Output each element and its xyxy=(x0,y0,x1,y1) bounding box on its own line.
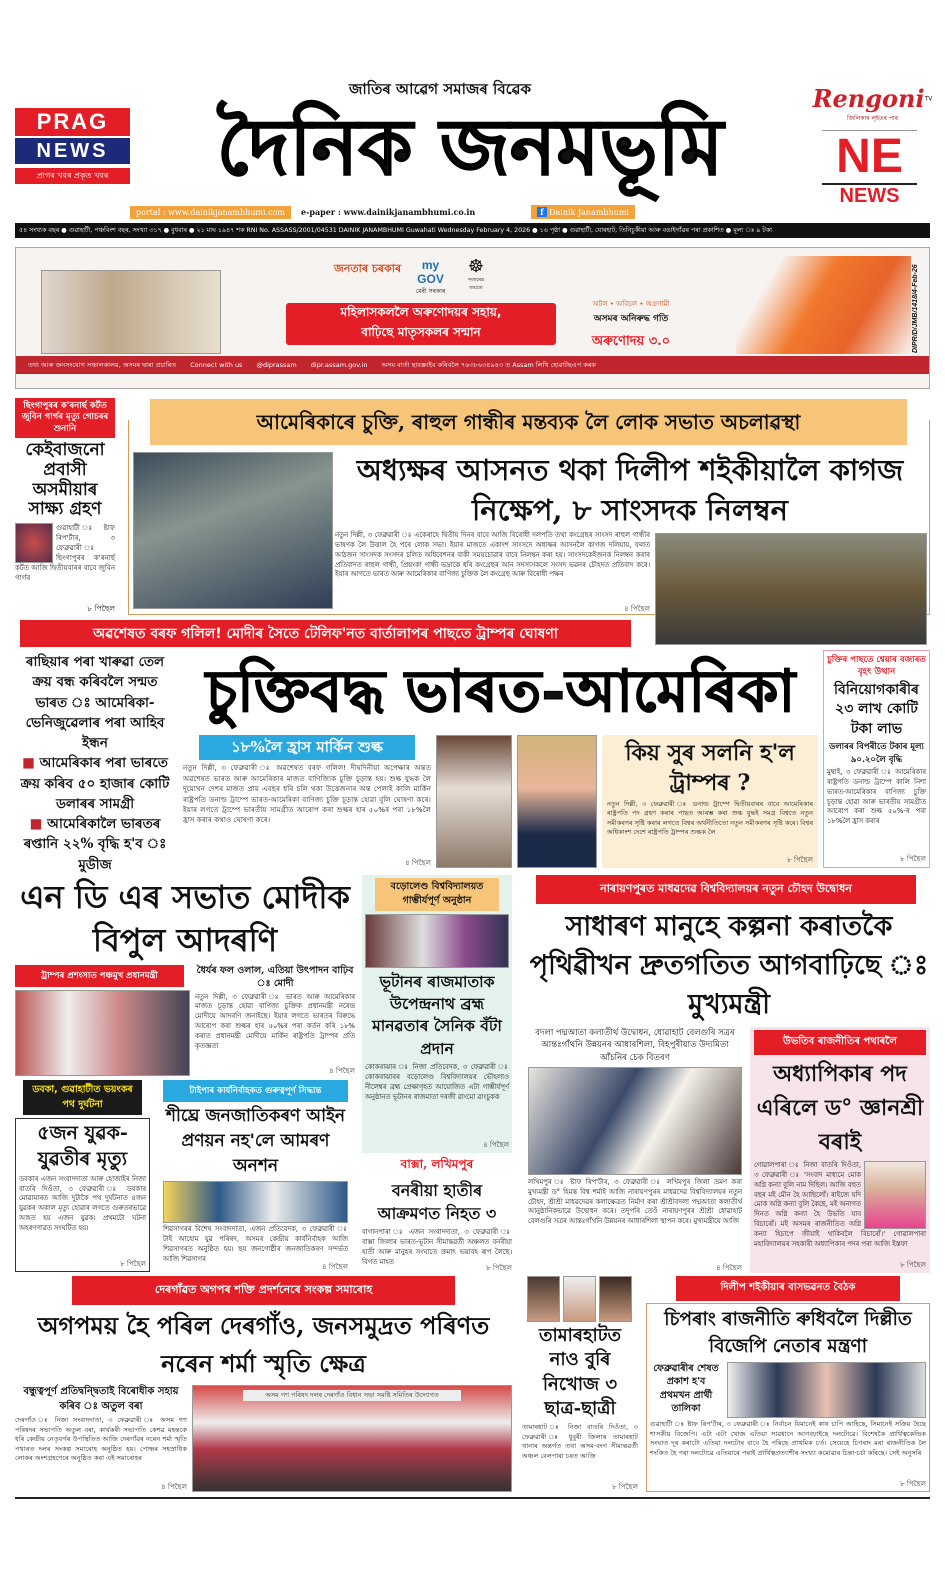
rengoni-slogan: জিলিকাৰ লৃইতৰ পাৰ xyxy=(846,115,899,122)
ad-footer-connect: Connect with us xyxy=(190,361,243,369)
nda-text: নতুন দিল্লী, ৩ ফেব্ৰুৱাৰী ঃ ভাৰত আৰু আমেৰিকাৰ মাজত চূড়ান্ত হোৱা বাণিজ্য চুক্তিক প্ৰধানমন্ত্ৰী নৰেন্দ্ৰ মোদীয়ে আদৰণি জনাইছে। ইয়াৰ লগতে ভাৰতৰ বিৰুদ্ধে আৰোপ কৰা শুল্কৰ হাৰ ৫০%ৰ পৰা কৰ্তন কৰি ১৮% কৰাত প্ৰধানমন্ত্ৰী মোদীয়ে মাৰ্কিন ৰাষ্ট্ৰপতি ট্ৰাম্পৰ প্ৰতি কৃতজ্ঞতা xyxy=(195,992,355,1050)
market-body xyxy=(827,768,926,852)
ad-side-code: DIPR/D/JMB/1418/4-Feb-26 xyxy=(912,264,919,353)
deal-body xyxy=(183,763,431,855)
portal-bar xyxy=(130,204,635,220)
prag-logo-line1: PRAG xyxy=(15,108,130,136)
missing-text: তামাৰহাট ঃ নিজা বাতৰি দিওঁতা, ৩ ফেব্ৰুৱাৰী ঃ ধুবুৰী জিলাৰ তামাৰহাট থানাৰ অন্তৰ্গত তথা অসম-বংগ সীমান্তৱৰ্তী অঞ্চল বেলপাৰা চৰত আজি xyxy=(522,1423,638,1460)
continued-link[interactable]: ৪ পিছৈল xyxy=(161,1483,187,1491)
chabua-label: দিলীপ শইকীয়াৰ বাসভৱনত বৈঠক xyxy=(676,1276,900,1301)
singapore-text: গুৱাহাটী ঃ ষ্টাফ ৰিপ'ৰ্টাৰ, ৩ ফেব্ৰুৱাৰী ঃ ছিংগাপুৰৰ ক'ৰনাৰ্ছ কৰ্টত আজি দ্বিতীয়বাৰৰ বাবে জুবিন গাৰ্গৰ xyxy=(15,523,115,583)
dateline: ৫৪ সংখ্যক বছৰ ● গুৱাহাটী, পঞ্চবিংশ বছৰ, সংখ্যা ৩১৭ ● বুধবাৰ ● ২১ মাঘ ১৯৪৭ শক RNI No. ASSASS/2001/04531 DAINIK JANAMBHUMI Guwahati Wednesday February 4, 2026 ● ১৬ পৃষ্ঠা ● গুৱাহাটী, যোৰহাট, তিনিচুকীয়া আৰু বঙাইগাঁৱৰ পৰা প্ৰকাশিত ● মূল্য ঃ ৯ টকা xyxy=(15,223,930,238)
students-photo-3 xyxy=(599,1276,632,1322)
madhabdev-text: লখিমপুৰ ঃ ষ্টাফ ৰিপ'ৰ্টাৰ, ৩ ফেব্ৰুৱাৰী ঃ লখিমপুৰ জিলা ভ্ৰমণ কৰা মুখ্যমন্ত্ৰী ড° হিমন্ত বিশ্ব শৰ্মাই আজি নাৰায়ণপুৰৰ মাধৱদেৱ বিশ্ববিদ্যালয়ৰ নতুন চৌহদ, শ্ৰীশ্ৰী মাধৱদেৱৰ কলাক্ষেত্ৰত নিৰ্মাণ কৰা শ্ৰীশ্ৰীবদলা পদ্মআতা কলাতীৰ্থ আনুষ্ঠানিকভাৱে উদ্বোধন কৰে। তদুপৰি তেওঁ নাৰায়ণপুৰৰ শ্ৰীশ্ৰী ধোৱাহাট বেলগুৰি সত্ৰৰ আন্তঃগাঁথনি উন্নয়নৰ আধাৰশিলা স্থাপন কৰে। মুখ্যমন্ত্ৰীয়ে আজি xyxy=(528,1177,742,1226)
parliament-photo xyxy=(655,533,927,645)
ad-janatar-logo: জনতাৰ চৰকাৰ xyxy=(334,262,402,275)
ad-social-handle[interactable]: @diprassam xyxy=(256,361,297,369)
madhabdev-photo xyxy=(528,1067,742,1175)
elephant-label: বাক্সা, লখিমপুৰ xyxy=(400,1156,474,1171)
deal-banner: অৱশেষত বৰফ গলিল! মোদীৰ সৈতে টেলিফ'নত বাৰ্তালাপৰ পাছতে ট্ৰাম্পৰ ঘোষণা xyxy=(20,620,631,647)
masthead-title: দৈনিক জনমভূমি xyxy=(216,102,724,193)
nda-text-column xyxy=(195,965,355,1076)
nda-story xyxy=(15,876,355,1076)
continued-link[interactable]: ৪ পিছৈল xyxy=(322,1263,348,1271)
singapore-story xyxy=(15,398,115,614)
madhabdev-lower-row xyxy=(528,1027,930,1273)
madhabdev-story xyxy=(528,875,930,1273)
prag-news-logo xyxy=(15,108,130,186)
madhabdev-text-column xyxy=(528,1027,742,1273)
ad-footer xyxy=(16,356,929,374)
advertisement[interactable] xyxy=(15,247,930,389)
loksabha-text: নতুন দিল্লী, ৩ ফেব্ৰুৱাৰী ঃ একেৰাহে দ্বিতীয় দিনৰ বাবে আজি বিৰোধী দলপতি তথা কংগ্ৰেছৰ সাংসদ ৰাহুল গান্ধীৰ ভাষণক লৈ উত্তাল হৈ পৰে লোক সভা। ইয়াৰ মাজতে একাংশ সাংসদে অধ্যক্ষৰ আসনলৈ কাগজ দলিয়ায়, ফলত আঠজন সাংসদক সংসদৰ চলিত অধিবেশনৰ বাকী সময়চোৱাৰ বাবে নিলম্বন কৰা হয়। সাংসদকেইজনক নিলম্বন কৰাৰ প্ৰতিবাদত ৰাহুল গান্ধী, প্ৰিয়ংকা গান্ধী ভদ্ৰাকে ধৰি কংগ্ৰেছৰ আন সদস্যসকলে সংসদ ভৱনৰ চৌহদত প্ৰতিবাদ কৰে। ইয়াৰ আগতে ভাৰত আৰু আমেৰিকাৰ বাণিজ্য চুক্তিক লৈ কংগ্ৰেছ আৰু বিৰোধী পক্ষৰ xyxy=(335,531,650,579)
missing-story xyxy=(522,1276,638,1492)
ad-right-tag: অটল • অবিচল • অগ্ৰগামী xyxy=(592,300,670,308)
elephant-body xyxy=(362,1228,512,1266)
russia-point-2 xyxy=(15,753,175,814)
elephant-text: বাগানপাৰা ঃ এজন সংবাদদাতা, ৩ ফেব্ৰুৱাৰী ঃ বাক্সা জিলাৰ ভাৰত-ভূটান সীমান্তৱৰ্তী অঞ্চলত বনৰীয়া হাতী আৰু মানুহৰ সংঘাতে ক্ৰমাৎ ভয়াবহ ৰূপ লৈছে। বিগত মাহত xyxy=(362,1228,512,1266)
agp-body xyxy=(15,1416,187,1480)
ad-main-message xyxy=(286,303,556,345)
elephant-headline[interactable]: বনৰীয়া হাতীৰ আক্ৰমণত নিহত ৩ xyxy=(377,1180,497,1223)
tribal-story xyxy=(163,1080,348,1272)
agp-photo xyxy=(192,1385,512,1492)
modi-photo xyxy=(436,735,512,868)
singapore-headline[interactable]: কেইবাজনো প্ৰবাসী অসমীয়াৰ সাক্ষ্য গ্ৰহণ xyxy=(25,440,105,520)
prag-logo-slogan: প্ৰাগৰ খবৰ প্ৰকৃত খবৰ xyxy=(15,168,130,184)
trump-tune-body xyxy=(607,800,813,853)
singapore-label: ছিংগাপুৰৰ ক'ৰনাৰ্ছ কৰ্টত জুবিন গাৰ্গৰ মৃত্যু গোচৰৰ শুনানি xyxy=(15,398,115,438)
facebook-label: Dainik Janambhumi xyxy=(549,208,629,217)
continued-link[interactable]: ৪ পিছৈল xyxy=(329,1067,355,1075)
students-photos xyxy=(522,1276,638,1322)
continued-link[interactable]: ৪ পিছৈল xyxy=(716,1264,742,1272)
professor-box xyxy=(750,1027,930,1273)
ad-scheme-name: অৰুণোদয় ৩.০ xyxy=(591,334,671,349)
loksabha-banner[interactable]: আমেৰিকাৰে চুক্তি, ৰাহুল গান্ধীৰ মন্তব্যক লৈ লোক সভাত অচলাৱস্থা xyxy=(150,399,907,445)
speaker-photo xyxy=(133,452,333,609)
bodoland-box xyxy=(362,875,512,1153)
chabua-box xyxy=(646,1276,930,1492)
epaper-link[interactable]: e-paper : www.dainikjanambhumi.co.in xyxy=(300,207,476,217)
chabua-sub: ফেব্ৰুৱাৰীৰ শেষত প্ৰকাশ হ'ব প্ৰথমখন প্ৰাৰ্থী তালিকা xyxy=(653,1363,719,1414)
trump-tune-text: নতুন দিল্লী, ৩ ফেব্ৰুৱাৰী ঃ ডনাল্ড ট্ৰাম্পে দ্বিতীয়বাৰৰ বাবে আমেৰিকাৰ ৰাষ্ট্ৰপতি পদ গ্ৰহণ কৰাৰ পাছত আৰম্ভ কৰা শুল্ক যুদ্ধই সমগ্ৰ বিশ্বতে নতুন সমীকৰণৰ সৃষ্টি কৰাৰ লগতে বিশ্বৰ অৰ্থনীতিতো নতুন সমীকৰণৰ সৃষ্টি কৰে। বিশ্বৰ অধিকাংশ দেশে ৰাষ্ট্ৰপতি ট্ৰাম্পৰ শুল্কক লৈ xyxy=(607,800,813,837)
professor-body xyxy=(754,1161,926,1258)
agp-text: দেৰগাঁও ঃ নিজা সংবাদদাতা, ৩ ফেব্ৰুৱাৰী ঃ অসম গণ পৰিষদৰ সভাপতি অতুল বৰা, কাৰ্যকৰী সভাপতি কেশৱ মহন্তকে ধৰি কেন্দ্ৰীয় নেতৃবৰ্গৰ উপস্থিতিত আজি দেৰগাঁৱৰ নৰেন শৰ্মা স্মৃতি পথাৰত দলৰ সংকল্প সমাৰোহ অনুষ্ঠিত হয়। পোন্ধৰ সহস্ৰাধিক লোকৰ অংশগ্ৰহণেৰে অনুষ্ঠিত কৰা এই সমাৰোহৰ xyxy=(15,1416,187,1463)
trump-tune-box xyxy=(602,735,818,868)
facebook-icon: f xyxy=(537,207,546,217)
rengoni-logo xyxy=(810,84,935,128)
nda-photo-column xyxy=(15,965,190,1076)
russia-point-3 xyxy=(15,814,175,875)
continued-link[interactable]: ৪ পিছৈল xyxy=(405,859,431,867)
deal-text: নতুন দিল্লী, ৩ ফেব্ৰুৱাৰী ঃ অৱশেষত বৰফ গলিল! দীঘদিনীয়া অপেক্ষাৰ অন্তত অৱশেষত ভাৰত আৰু আমেৰিকাৰ মাজত বাণিজ্যিক চুক্তি চূড়ান্ত হয়। শুল্ক যুদ্ধক লৈ দুয়োখন দেশৰ মাজত প্ৰায় এবছৰ ধৰি চলি থকা উত্তেজনাৰ অন্ত পেলাই কালি মাৰ্কিন ৰাষ্ট্ৰপতি ডনাল্ড ট্ৰাম্পে ভাৰত-আমেৰিকা বাণিজ্য চুক্তি চূড়ান্ত হোৱা বুলি ঘোষণা কৰে। ইয়াৰ লগতে ট্ৰাম্পে ভাৰতীয় সামগ্ৰীত আৰোপ কৰা শুল্কৰ হাৰ ৫০%ৰ পৰা ১৮%লৈ হ্ৰাস কৰাৰ কথাও ঘোষণা কৰে। xyxy=(183,763,431,825)
prag-logo-line2: NEWS xyxy=(15,138,130,164)
facebook-link[interactable] xyxy=(531,205,635,219)
market-text: মুম্বাই, ৩ ফেব্ৰুৱাৰী ঃ আমেৰিকাৰ ৰাষ্ট্ৰপতি ডনাল্ড ট্ৰাম্পে কালি নিশা ভাৰত-আমেৰিকাৰ বাণিজ্য চুক্তি চূড়ান্ত হোৱা আৰু ভাৰতীয় সামগ্ৰীত আৰোপ কৰা শুল্ক ৫০%-ৰ পৰা ১৮%লৈ হ্ৰাস কৰাৰ xyxy=(827,768,926,826)
nda-body xyxy=(195,993,355,1064)
mygov-text: my GOV xyxy=(417,258,444,286)
market-label: চুক্তিৰ পাছতে শ্বেয়াৰ বজাৰত বৃহৎ উত্থান xyxy=(827,655,926,678)
bullet-icon: ■ xyxy=(29,816,48,832)
missing-headline[interactable]: তামাৰহাটত নাও বুৰি নিখোজ ৩ ছাত্ৰ-ছাত্ৰী xyxy=(538,1325,622,1419)
students-photo-1 xyxy=(527,1276,560,1322)
loksabha-body xyxy=(335,531,650,603)
accident-inner xyxy=(15,1118,150,1272)
ad-photo-left xyxy=(41,270,221,354)
zubeen-photo xyxy=(15,523,53,563)
nda-sub: ধৈৰ্যৰ ফল ওলাল, এতিয়া উৎপাদন বাঢ়িব ঃ মোদী xyxy=(196,965,354,989)
continued-link[interactable]: ৪ পিছৈল xyxy=(624,605,650,613)
agp-lower-row xyxy=(15,1385,512,1492)
agp-text-column xyxy=(15,1385,187,1492)
students-photo-2 xyxy=(563,1276,596,1322)
nda-headline[interactable]: এন ডি এৰ সভাত মোদীক বিপুল আদৰণি xyxy=(20,878,350,959)
chabua-text: গুৱাহাটী ঃ ষ্টাফ ৰিপ'ৰ্টাৰ, ৩ ফেব্ৰুৱাৰী ঃ নিৰ্বাচন যিমানেই কাষ চাপি আহিছে, সিমানেই সক্ৰিয় হৈছে শাসকীয় বিজেপি। এটা এটা খোজ এতিয়া সাৱধানে আগবঢ়াইছে দলটোৱে। বিশেষকৈ প্ৰাৰ্থিত্বকেন্দ্ৰিক সংঘাত দূৰ কৰাটো এতিয়া দলটোৰ বাবে হৈ পৰিছে প্ৰাথমিক চৰ্ত। সেয়েহে চিপৰাং মৰা ৰাজনীতিক লৈ শংকিত হৈ পৰা দলটোৱে এতিয়াৰে পৰাই প্ৰাৰ্থিত্বপ্ৰত্যাশীৰ সংখ্যা কমোৱাৰ চিন্তা-চৰ্চা কৰিছে। সেই অনুসৰি xyxy=(650,1420,926,1457)
singapore-body xyxy=(15,523,115,601)
russia-point-1: ৰাছিয়াৰ পৰা খাৰুৱা তেল ক্ৰয় বন্ধ কৰিবলৈ সন্মত ভাৰত ঃ আমেৰিকা-ভেনিজুৱেলাৰ পৰা আহিব ইন্ধন xyxy=(25,654,165,751)
russia-point-2-text: আমেৰিকাৰ পৰা ভাৰতে ক্ৰয় কৰিব ৫০ হাজাৰ কোটি ডলাৰৰ সামগ্ৰী xyxy=(20,755,170,812)
nda-label: ট্ৰাম্পৰ প্ৰশংসাত পঞ্চমুখ প্ৰধানমন্ত্ৰী xyxy=(15,965,184,987)
professor-photo xyxy=(864,1161,926,1229)
madhabdev-headline[interactable]: সাধাৰণ মানুহে কল্পনা কৰাতকৈ পৃথিৱীখন দ্ৰুতগতিত আগবাঢ়িছে ঃ মুখ্যমন্ত্ৰী xyxy=(529,911,929,1020)
madhabdev-sub: বদলা পদ্মআতা কলাতীৰ্থ উদ্বোধন, ধোৱাহাট বেলগুৰি সত্ৰৰ আন্তঃগাঁথনি উন্নয়নৰ আধাৰশিলা, বিহপুৰীয়াত উদ্যমিতা আঁচনিৰ চেক বিতৰণ xyxy=(535,1028,735,1063)
ne-logo-line2: NEWS xyxy=(822,183,917,208)
middle-column xyxy=(362,875,512,1273)
ad-whatsapp-text: অসম বাৰ্তা ছাবস্ক্ৰাইব কৰিবলৈ ৭৬৩৮৬৩৪৯৪৩ ত Assam লিখি হোৱাটছএপ কৰক xyxy=(381,360,596,369)
continued-link[interactable]: ৮ পিছৈল xyxy=(900,1480,926,1488)
chabua-body xyxy=(650,1420,926,1477)
chabua-mid-row xyxy=(650,1362,926,1418)
missing-body xyxy=(522,1423,638,1480)
ad-right-slogan: অসমৰ অনিৰুদ্ধ গতি xyxy=(593,314,669,324)
market-headline[interactable]: বিনিয়োগকাৰীৰ ২৩ লাখ কোটি টকা লাভ xyxy=(834,681,919,737)
continued-link[interactable]: ৮ পিছৈল xyxy=(612,1483,638,1491)
accident-body xyxy=(19,1175,146,1257)
ad-line1: মহিলাসকললৈ অৰুণোদয়ৰ সহায়, xyxy=(340,305,502,319)
russia-point-3-text: আমেৰিকালৈ ভাৰতৰ ৰপ্তানি ২২% বৃদ্ধি হ'ব ঃ মুডীজ xyxy=(23,816,167,873)
agp-sub: বন্ধুত্বপূৰ্ণ প্ৰতিদ্বন্দ্বিতাই বিৰোধীক সহায় কৰিব ঃ অতুল বৰা xyxy=(23,1386,179,1412)
accident-headline[interactable]: ৫জন যুৱক-যুৱতীৰ মৃত্যু xyxy=(37,1122,128,1171)
agp-story xyxy=(15,1276,512,1492)
tribal-body xyxy=(163,1225,348,1263)
emblem-icon: ☸ সত্যমেৱ জয়তে xyxy=(461,256,491,293)
continued-link[interactable]: ৪ পিছৈল xyxy=(483,1140,509,1149)
continued-link[interactable]: ৮ পিছৈল xyxy=(900,1261,926,1269)
agp-headline[interactable]: অগপময় হৈ পৰিল দেৰগাঁও, জনসমুদ্ৰত পৰিণত নৰেন শৰ্মা স্মৃতি ক্ষেত্ৰ xyxy=(37,1311,490,1378)
russia-column xyxy=(15,652,175,875)
mygov-sub: মেৰী সৰকাৰ xyxy=(415,288,446,295)
trump-tune-headline[interactable]: কিয় সুৰ সলনি হ'ল ট্ৰাম্পৰ ? xyxy=(625,740,795,796)
continued-link[interactable]: ৮ পিছৈল xyxy=(486,1264,512,1272)
ad-photo-right xyxy=(736,256,911,354)
chabua-headline[interactable]: চিপৰাং ৰাজনীতি ৰুধিবলৈ দিল্লীত বিজেপি নেতাৰ মন্ত্ৰণা xyxy=(664,1309,912,1357)
ad-line2: বাঢ়িছে মাতৃসকলৰ সন্মান xyxy=(361,325,481,339)
professor-text: গোৱালপাৰা ঃ নিজা বাতৰি দিওঁতা, ৩ ফেব্ৰুৱাৰী ঃ 'সংবাদ মাধ্যমে মোক অগ্নি কন্যা বুলি নাম দিছিল। আজি বহুত বছৰ মই মৌন হৈ আছিলোঁ। ৰাইজে যদি মোক অগ্নি কন্যা বুলি কৈছে, মই অনাগত দিনত অগ্নি কন্যা হৈ উভতি যাব বিচাৰোঁ। মই অসমৰ ৰাজনীতিত অগ্নি কন্যা হিচাপে জীয়াই থাকিবলৈ বিচাৰোঁ।' গোৱালপাৰা মহাবিদ্যালয়ৰ সহকাৰী অধ্যাপিকাৰ পদৰ পৰা আজি ইস্তফা xyxy=(754,1161,926,1248)
bottom-rule xyxy=(15,1497,930,1499)
tariff-label: ১৮%লৈ হ্ৰাস মাৰ্কিন শুল্ক xyxy=(199,735,415,760)
accident-label: ডবকা, গুৱাহাটীত ভয়ংকৰ পথ দুৰ্ঘটনা xyxy=(23,1080,142,1115)
tribal-headline[interactable]: শীঘ্ৰে জনজাতিকৰণ আইন প্ৰণয়ন নহ'লে আমৰণ অনশন xyxy=(165,1106,346,1176)
professor-headline[interactable]: অধ্যাপিকাৰ পদ এৰিলে ড° জ্ঞানশ্ৰী বৰাই xyxy=(756,1061,924,1155)
trump-photo xyxy=(517,735,597,868)
tribal-label: টাইপাৰ কাৰ্যনিৰ্বাহকত গুৰুত্বপূৰ্ণ সিদ্ধান্ত xyxy=(163,1080,348,1102)
loksabha-headline[interactable]: অধ্যক্ষৰ আসনত থকা দিলীপ শইকীয়ালৈ কাগজ নিক্ষেপ, ৮ সাংসদক নিলম্বন xyxy=(356,453,904,527)
nda-lower-row xyxy=(15,965,355,1076)
accident-box xyxy=(15,1080,150,1272)
market-box xyxy=(823,650,930,868)
masthead-tagline: জাতিৰ আৱেগ সমাজৰ বিৱেক xyxy=(349,80,531,98)
ad-mygov-logo xyxy=(408,258,453,297)
professor-label: উভতিব ৰাজনীতিৰ পথাৰলৈ xyxy=(754,1030,926,1055)
continued-link[interactable]: ৮ পিছৈল xyxy=(120,1260,146,1268)
deal-story xyxy=(183,650,818,868)
madhabdev-label: নাৰায়ণপুৰত মাধৱদেৱ বিশ্ববিদ্যালয়ৰ নতুন চৌহদ উদ্বোধন xyxy=(536,875,916,904)
bodoland-headline[interactable]: ভূটানৰ ৰাজমাতাক উপেন্দ্ৰনাথ ব্ৰহ্ম মানৱতাৰ সৈনিক বঁটা প্ৰদান xyxy=(372,971,502,1058)
bodoland-text: কোকৰাঝাৰ ঃ নিজা প্ৰতিবেদক, ৩ ফেব্ৰুৱাৰী ঃ কোকৰাঝাৰৰ বড়োলেণ্ড বিশ্ববিদ্যালয়ৰ ভৌহলাও নীলেশ্বৰ ব্ৰহ্ম প্ৰেক্ষাগৃহত আয়োজিত এটা গাম্ভীৰ্যপূৰ্ণ অনুষ্ঠানত ভূটানৰ ৰাজমাতা দৰজী ৱাংমো ৱাংচুকক xyxy=(365,1063,509,1101)
nda-photo xyxy=(15,990,190,1076)
rengoni-tv: TV xyxy=(924,95,933,103)
deal-lower-row xyxy=(183,735,818,868)
portal-link[interactable]: portal : www.dainikjanambhumi.com xyxy=(130,206,291,219)
chabua-inner xyxy=(646,1303,930,1492)
deal-headline[interactable]: চুক্তিবদ্ধ ভাৰত-আমেৰিকা xyxy=(205,657,796,725)
rengoni-name: Rengoni xyxy=(812,84,925,113)
bodoland-label: বড়োলেণ্ড বিশ্ববিদ্যালয়ত গাম্ভীৰ্যপূৰ্ণ অনুষ্ঠান xyxy=(375,878,499,911)
bodoland-body xyxy=(365,1063,509,1136)
accident-text: ডবকাৰ এজন সংবাদদাতা আৰু হোজাইৰ নিজা বাতৰি দিওঁতা, ৩ ফেব্ৰুৱাৰী ঃ ডবকাৰ মোৱামাৰত আজি দুটাকৈ পথ দুৰ্ঘটনাত ৪জন যুৱকৰ অকাল মৃত্যু হোৱাৰ লগতে গুৰুতৰভাৱে আহত হয় এজন যুৱক। প্ৰথমটো ঘটনা অহৰণগাৱত সংঘটিত হয়। xyxy=(19,1174,146,1232)
madhabdev-body xyxy=(528,1178,742,1260)
tribal-photo xyxy=(163,1181,348,1223)
ad-footer-left: তথ্য আৰু জনসংযোগ সঞ্চালকালয়, অসমৰ দ্বাৰা প্ৰচাৰিত xyxy=(28,360,177,369)
bodoland-photo xyxy=(365,914,509,968)
agp-photo-banner: অসম গণ পৰিষদ দলৰ দেৰগাঁও বিধান সভা সমষ্টি সমিতিৰ উদ্যোগত xyxy=(243,1390,461,1401)
ne-logo-line1: NE xyxy=(836,130,903,183)
continued-link[interactable]: ৮ পিছৈল xyxy=(87,604,115,613)
ne-news-logo xyxy=(822,130,917,210)
market-sub: ডলাৰৰ বিপৰীতে টকাৰ মূল্য ৯০.২০লৈ বৃদ্ধি xyxy=(829,742,924,765)
deal-text-column xyxy=(183,735,431,868)
ad-website-link[interactable]: dipr.assam.gov.in xyxy=(310,361,368,369)
emblem-caption: সত্যমেৱ জয়তে xyxy=(467,277,485,291)
agp-label: দেৰগাঁৱত অগপৰ শক্তি প্ৰদৰ্শনেৰে সংকল্প সমাৰোহ xyxy=(72,1276,455,1305)
continued-link[interactable]: ৮ পিছৈল xyxy=(787,856,813,864)
chabua-photo xyxy=(727,1362,926,1418)
bullet-icon: ■ xyxy=(22,755,40,772)
tribal-text: শিৱসাগৰৰ বিশেষ সংবাদদাতা, এজন প্ৰতিবেদক, ৩ ফেব্ৰুৱাৰী ঃ টাই আহোম যুৱ পৰিষদ, অসমৰ কেন্দ্ৰীয় কাৰ্যনিৰ্বাহক আজি শিৱসাগৰত অনুষ্ঠিত হয়। ছয় জনগোষ্ঠীৰ জনজাতিকৰণ সন্দৰ্ভত আজি শিৱসাগৰ xyxy=(163,1225,348,1263)
continued-link[interactable]: ৮ পিছৈল xyxy=(900,855,926,863)
